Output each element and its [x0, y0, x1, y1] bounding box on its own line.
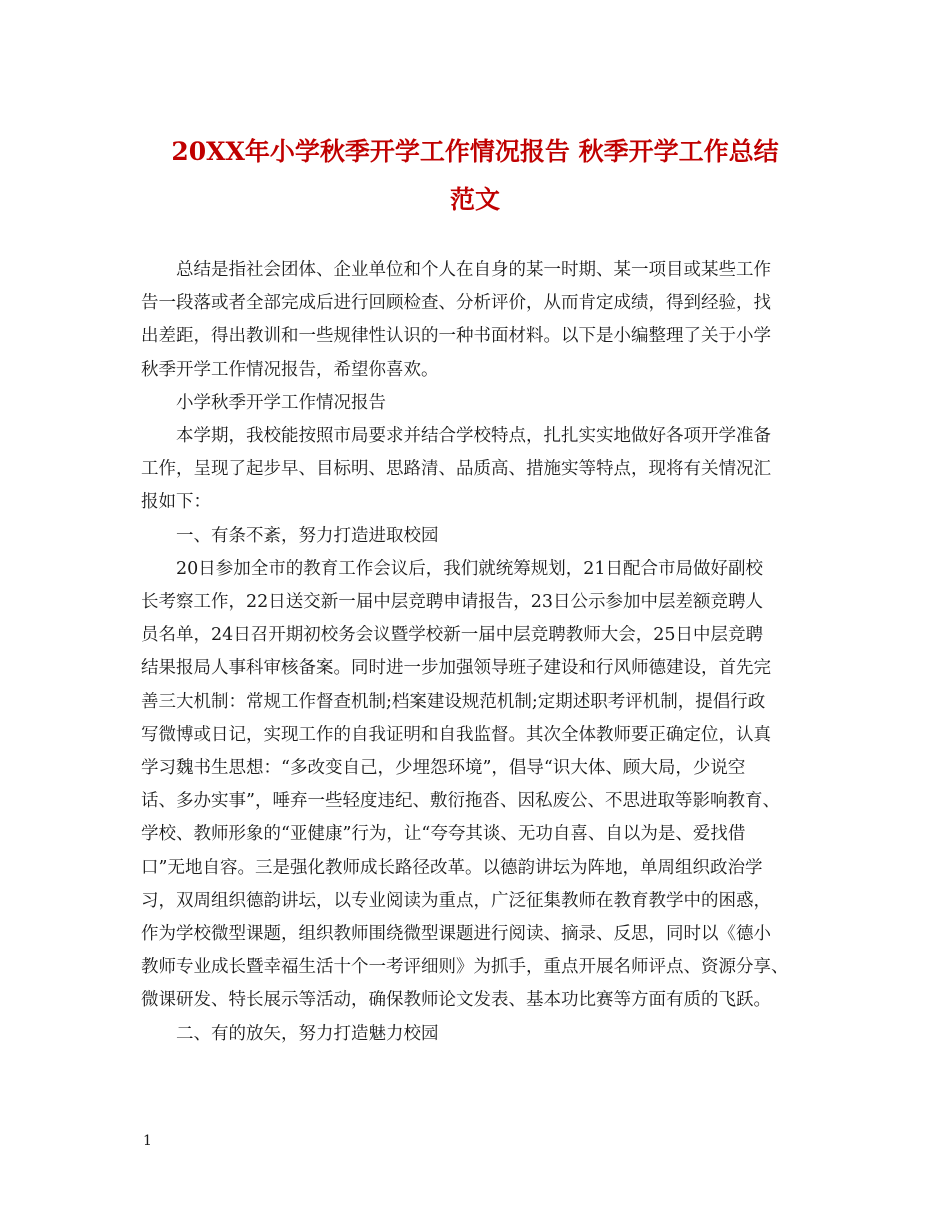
- paragraph-line: 总结是指社会团体、企业单位和个人在自身的某一时期、某一项目或某些工作: [176, 260, 771, 280]
- paragraph-line: 本学期，我校能按照市局要求并结合学校特点，扎扎实实地做好各项开学准备: [176, 426, 771, 447]
- paragraph-line: 员名单，24日召开期初校务会议暨学校新一届中层竞聘教师大会，25日中层竞聘: [141, 625, 764, 646]
- paragraph-line: 出差距，得出教训和一些规律性认识的一种书面材料。以下是小编整理了关于小学: [141, 326, 771, 347]
- section-heading: 二、有的放矢，努力打造魅力校园: [176, 1023, 439, 1044]
- paragraph-line: 工作，呈现了起步早、目标明、思路清、品质高、措施实等特点，现将有关情况汇: [141, 459, 771, 480]
- paragraph-line: 结果报局人事科审核备案。同时进一步加强领导班子建设和行风师德建设，首先完: [141, 658, 771, 679]
- document-body: [141, 254, 813, 1051]
- paragraph-line: 作为学校微型课题，组织教师围绕微型课题进行阅读、摘录、反思，同时以《德小: [141, 924, 771, 945]
- page-number: 1: [143, 1133, 152, 1149]
- section-heading: 小学秋季开学工作情况报告: [176, 392, 386, 413]
- paragraph-line: 口”无地自容。三是强化教师成长路径改革。以德韵讲坛为阵地，单周组织政治学: [141, 857, 763, 878]
- title-line-1: 20XX年小学秋季开学工作情况报告 秋季开学工作总结: [171, 137, 779, 166]
- paragraph-line: 习，双周组织德韵讲坛，以专业阅读为重点，广泛征集教师在教育教学中的困惑，: [141, 890, 771, 911]
- paragraph-line: 话、多办实事”，唾弃一些轻度违纪、敷衍拖沓、因私废公、不思进取等影响教育、: [141, 791, 780, 812]
- paragraph-line: 教师专业成长暨幸福生活十个一考评细则》为抓手，重点开展名师评点、资源分享、: [141, 957, 789, 978]
- paragraph-line: 20日参加全市的教育工作会议后，我们就统筹规划，21日配合市局做好副校: [176, 558, 764, 579]
- paragraph-line: 秋季开学工作情况报告，希望你喜欢。: [141, 359, 439, 380]
- paragraph-line: 善三大机制：常规工作督查机制;档案建设规范机制;定期述职考评机制，提倡行政: [141, 691, 766, 712]
- paragraph-line: 学校、教师形象的“亚健康”行为，让“夸夸其谈、无功自喜、自以为是、爱找借: [141, 824, 746, 845]
- paragraph-line: 长考察工作，22日送交新一届中层竞聘申请报告，23日公示参加中层差额竞聘人: [141, 592, 764, 613]
- section-heading: 一、有条不紊，努力打造进取校园: [176, 525, 439, 546]
- paragraph-line: 报如下：: [141, 492, 211, 513]
- paragraph-line: 微课研发、特长展示等活动，确保教师论文发表、基本功比赛等方面有质的飞跃。: [141, 990, 771, 1011]
- paragraph-line: 写微博或日记，实现工作的自我证明和自我监督。其次全体教师要正确定位，认真: [141, 724, 771, 745]
- paragraph-line: 学习魏书生思想：“多改变自己，少埋怨环境”，倡导“识大体、顾大局，少说空: [141, 758, 746, 779]
- title-line-2: 范文: [449, 185, 500, 214]
- paragraph-line: 告一段落或者全部完成后进行回顾检查、分析评价，从而肯定成绩，得到经验，找: [141, 293, 771, 314]
- document-title: [100, 128, 850, 224]
